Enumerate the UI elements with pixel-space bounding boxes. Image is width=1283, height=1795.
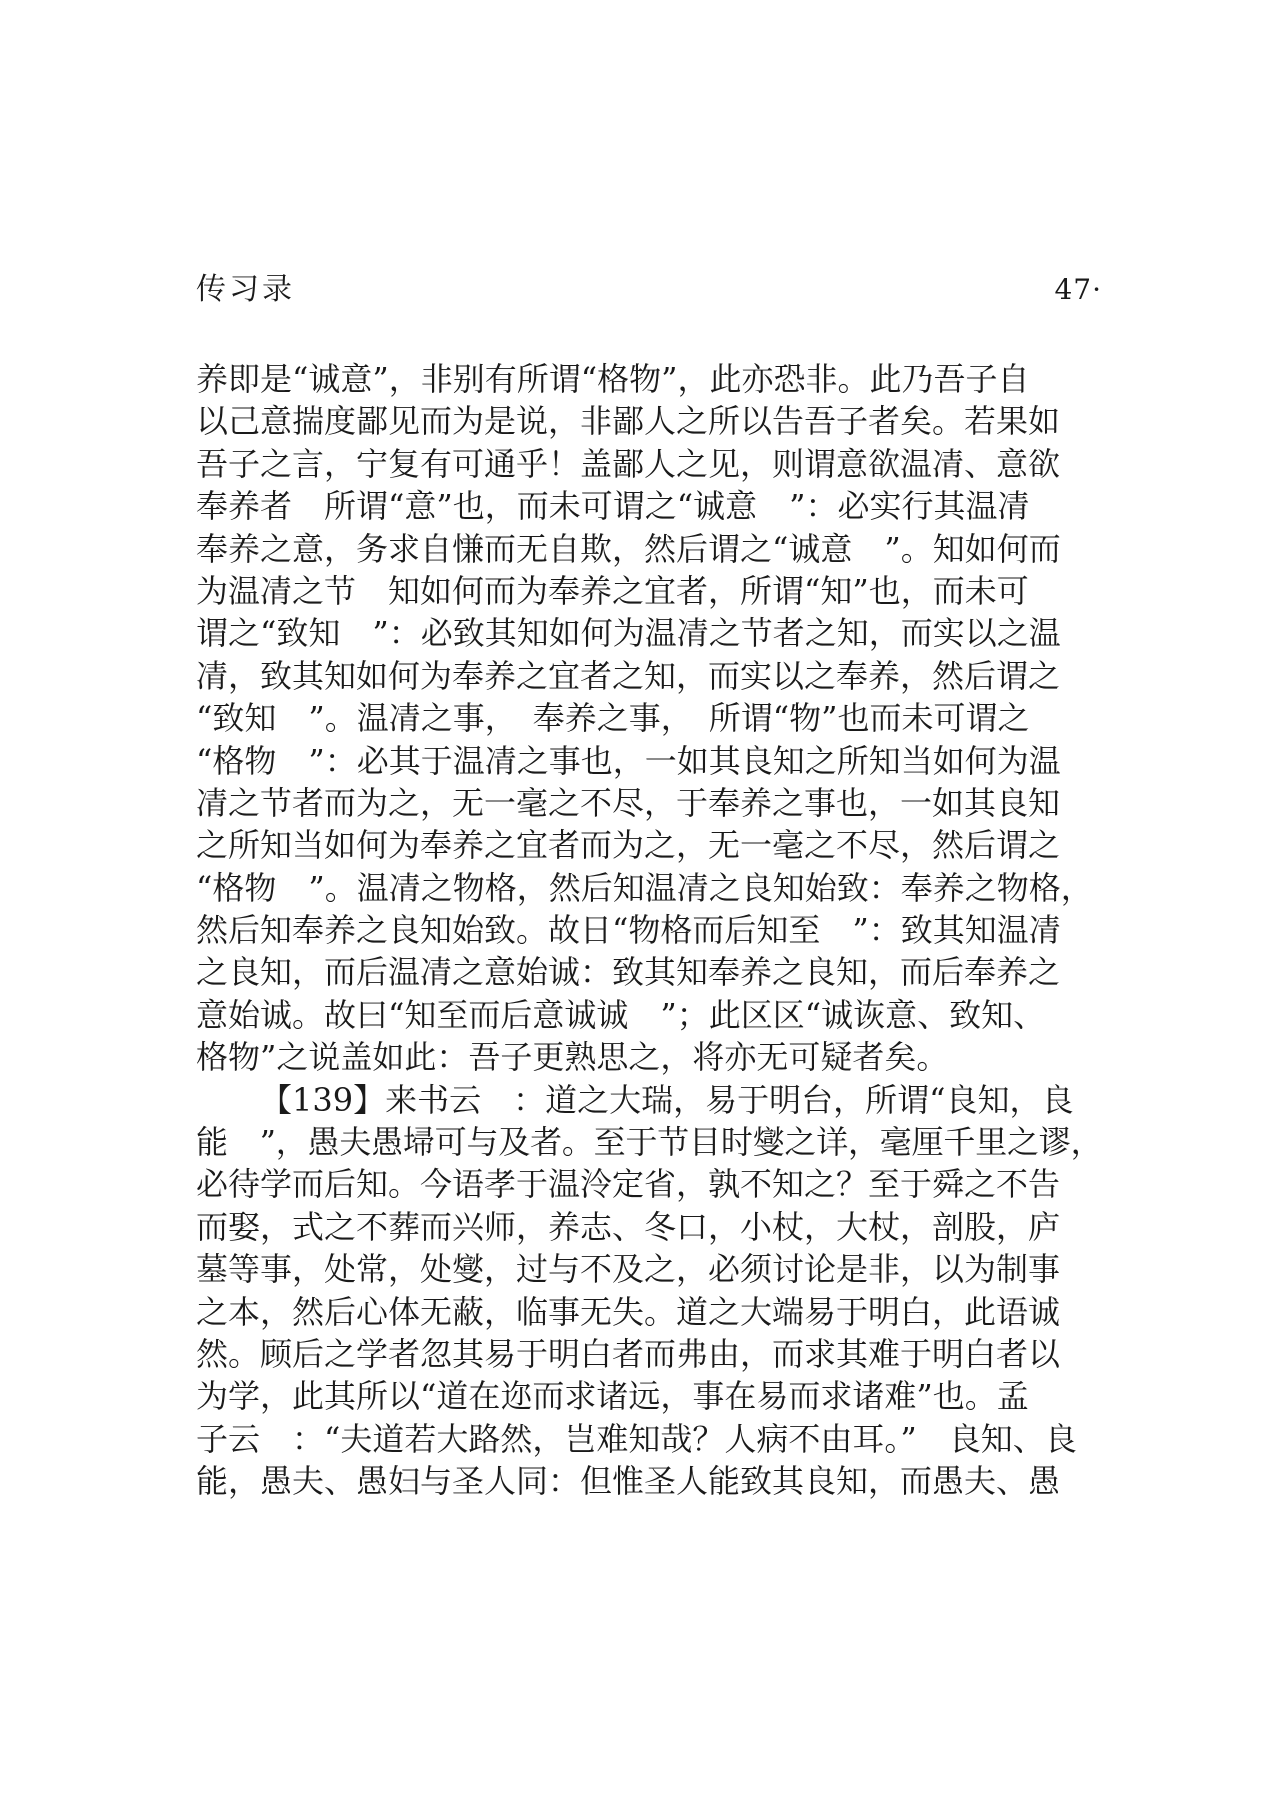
text-line: 能，愚夫、愚妇与圣人同：但惟圣人能致其良知，而愚夫、愚 bbox=[196, 1462, 1061, 1501]
text-line: “格物 ”：必其于温凊之事也，一如其良知之所知当如何为温 bbox=[196, 741, 1061, 780]
text-line: 养即是“诚意”，非别有所谓“格物”，此亦恐非。此乃吾子自 bbox=[196, 360, 1030, 398]
text-line: 格物”之说盖如此：吾子更熟思之，将亦无可疑者矣。 bbox=[196, 1038, 949, 1077]
text-line: “致知 ”。温凊之事， 奉养之事， 所谓“物”也而未可谓之 bbox=[196, 699, 1030, 738]
text-line: 凊，致其知如何为奉养之宜者之知，而实以之奉养，然后谓之 bbox=[196, 656, 1061, 695]
text-line: “格物 ”。温凊之物格，然后知温凊之良知始致：奉养之物格， bbox=[196, 868, 1093, 907]
text-line: 然。顾后之学者忽其易于明白者而弗由，而求其难于明白者以 bbox=[196, 1334, 1061, 1373]
text-line: 能 ”，愚夫愚埽可与及者。至于节目时燮之详，毫厘千里之谬， bbox=[196, 1123, 1103, 1162]
text-line: 凊之节者而为之，无一毫之不尽，于奉养之事也，一如其良知 bbox=[196, 783, 1061, 822]
text-line: 之所知当如何为奉养之宜者而为之，无一毫之不尽，然后谓之 bbox=[196, 826, 1061, 865]
text-line: 奉养之意，务求自慊而无自欺，然后谓之“诚意 ”。知如何而 bbox=[196, 529, 1061, 568]
text-line: 必待学而后知。今语孝于温泠定省，孰不知之？至于舜之不告 bbox=[196, 1165, 1061, 1204]
text-line: 奉养者 所谓“意”也，而未可谓之“诚意 ”：必实行其温凊 bbox=[196, 487, 1030, 526]
text-line: 【139】来书云 ：道之大瑞，易于明台，所谓“良知，良 bbox=[260, 1080, 1074, 1119]
text-line: 之良知，而后温凊之意始诚：致其知奉养之良知，而后奉养之 bbox=[196, 953, 1061, 992]
text-line: 为学，此其所以“道在迩而求诸远，事在易而求诸难”也。孟 bbox=[196, 1377, 1029, 1416]
page-number: 47· bbox=[1054, 273, 1102, 306]
text-line: 然后知奉养之良知始致。故日“物格而后知至 ”：致其知温凊 bbox=[196, 911, 1061, 950]
text-line: 以己意揣度鄙见而为是说，非鄙人之所以告吾子者矣。若果如 bbox=[196, 402, 1061, 441]
text-line: 谓之“致知 ”：必致其知如何为温凊之节者之知，而实以之温 bbox=[196, 614, 1061, 653]
text-line: 之本，然后心体无蔽，临事无失。道之大端易于明白，此语诚 bbox=[196, 1292, 1061, 1331]
text-line: 墓等事，处常，处燮，过与不及之，必须讨论是非，以为制事 bbox=[196, 1250, 1061, 1289]
text-line: 意始诚。故曰“知至而后意诚诚 ”；此区区“诚诙意、致知、 bbox=[196, 995, 1046, 1034]
text-line: 子云 ：“夫道若大路然，岂难知哉？人病不由耳。” 良知、良 bbox=[196, 1419, 1077, 1458]
running-header bbox=[196, 268, 1102, 312]
text-line: 而娶，式之不葬而兴师，养志、冬口，小杖，大杖，剖股，庐 bbox=[196, 1207, 1061, 1246]
book-title: 传习录 bbox=[196, 272, 295, 307]
body-text bbox=[196, 358, 1102, 1503]
text-line: 为温凊之节 知如何而为奉养之宜者，所谓“知”也，而未可 bbox=[196, 571, 1029, 610]
text-line: 吾子之言，宁复有可通乎！盖鄙人之见，则谓意欲温凊、意欲 bbox=[196, 444, 1061, 483]
